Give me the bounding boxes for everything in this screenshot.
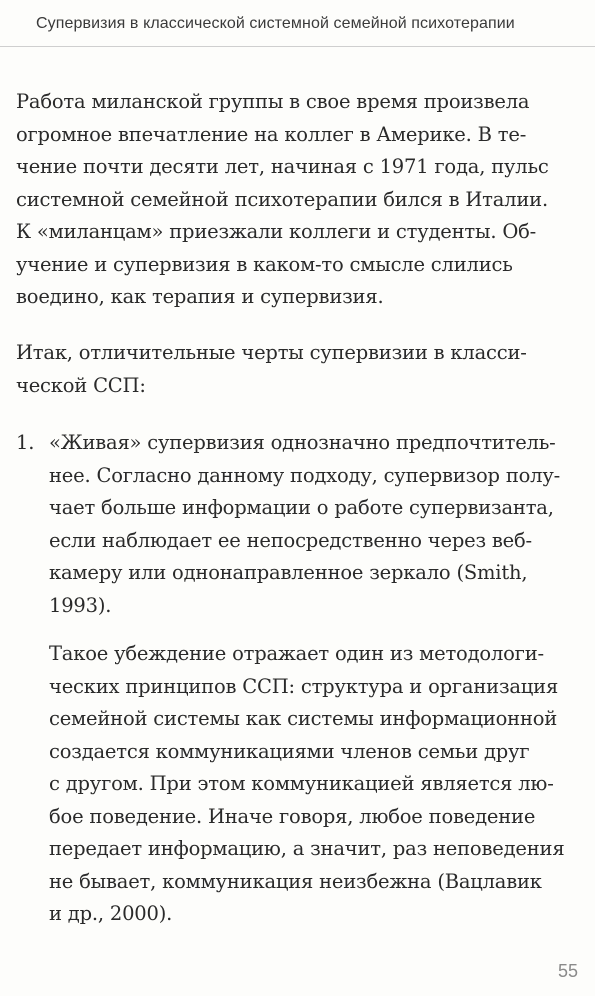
page-number: 55 [557,961,578,981]
text-line: Такое убеждение отражает один из методологи- [49,642,544,665]
text-line: учение и супервизия в каком-то смысле слились [16,252,513,276]
text-line: огромное впечатление на коллег в Америке. В те- [16,122,527,146]
text-line: создается коммуникациями членов семьи друг [49,739,530,763]
text-line: и др., 2000). [49,902,173,925]
text-line: не бывает, коммуникация неизбежна (Вацлавик [49,869,542,893]
text-line: если наблюдает ее непосредственно через веб- [49,528,532,552]
text-line: системной семейной психотерапии бился в Италии. [16,187,548,211]
text-line: ческой ССП: [16,373,146,397]
paragraph-distinctive-features [16,337,586,402]
list-item-text [49,427,586,622]
text-line: с другом. При этом коммуникацией является лю- [49,772,554,795]
text-line: К «миланцам» приезжали коллеги и студенты. Об- [16,220,537,243]
text-line: чает больше информации о работе супервизанта, [49,496,554,519]
text-line: ческих принципов ССП: структура и организация [49,674,559,698]
header-rule [0,46,595,47]
text-line: передает информацию, а значит, раз неповедения [49,837,565,860]
text-line: Итак, отличительные черты супервизии в класси- [16,341,527,364]
text-line: нее. Согласно данному подходу, супервизор полу- [49,463,561,487]
running-header: Супервизия в классической системной семейной психотерапии [36,15,515,32]
text-line: камеру или однонаправленное зеркало (Smith, [49,561,528,584]
text-line: 1993). [49,593,112,617]
paragraph-methodological-principle [49,638,586,931]
text-line: «Живая» супервизия однозначно предпочтитель- [49,431,556,454]
text-line: чение почти десяти лет, начиная с 1971 года, пульс [16,155,549,178]
paragraph-milan-group [16,86,586,314]
text-line: бое поведение. Иначе говоря, любое поведение [49,804,536,828]
list-number: 1. [16,431,35,454]
text-line: Работа миланской группы в свое время произвела [16,90,530,113]
text-line: семейной системы как системы информационной [49,707,558,730]
text-line: воедино, как терапия и супервизия. [16,285,384,308]
